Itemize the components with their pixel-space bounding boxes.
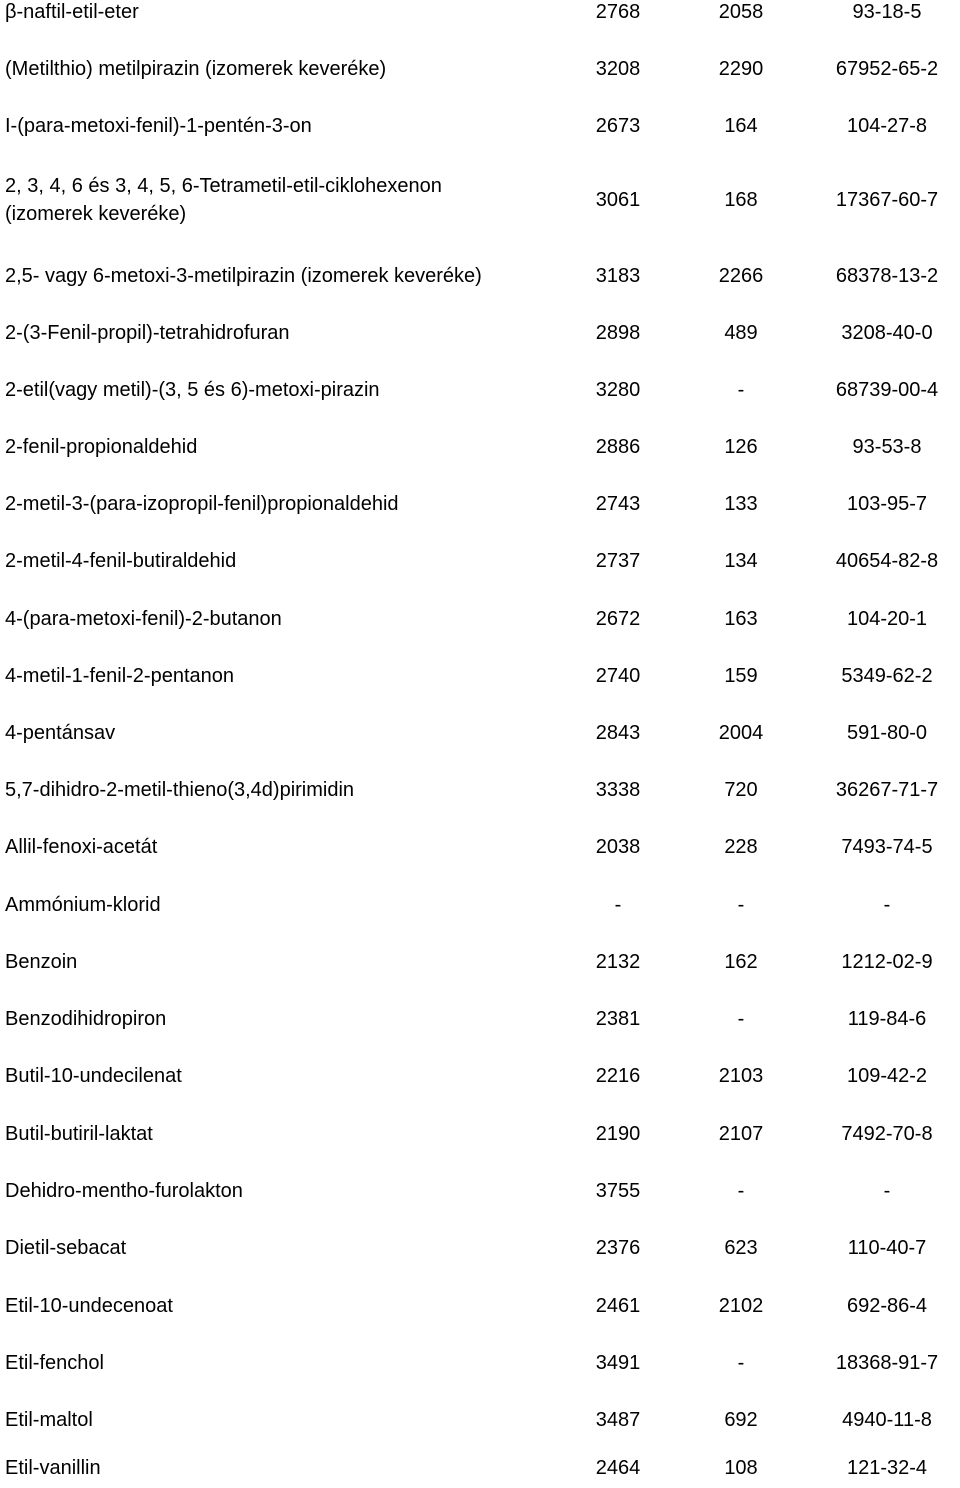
cas-number: 93-18-5 bbox=[852, 1, 922, 23]
table-row bbox=[0, 541, 960, 581]
substance-name: 2-(3-Fenil-propil)-tetrahidrofuran bbox=[5, 322, 290, 344]
substance-name: (Metilthio) metilpirazin (izomerek keveréke) bbox=[5, 58, 387, 80]
cas-number: 692-86-4 bbox=[846, 1295, 928, 1317]
table-row bbox=[0, 599, 960, 639]
substance-name: Allil-fenoxi-acetát bbox=[5, 836, 158, 858]
substance-name: Butil-butiril-laktat bbox=[5, 1123, 153, 1145]
value-2: 134 bbox=[724, 550, 758, 572]
cas-number: - bbox=[883, 1180, 891, 1202]
value-1: 2132 bbox=[595, 951, 641, 973]
value-2: 162 bbox=[724, 951, 758, 973]
value-2: 164 bbox=[724, 115, 758, 137]
value-1: 2886 bbox=[595, 436, 641, 458]
value-1: 3280 bbox=[595, 379, 641, 401]
value-1: 2376 bbox=[595, 1237, 641, 1259]
cas-number: 110-40-7 bbox=[847, 1237, 927, 1259]
value-1: 2768 bbox=[595, 1, 641, 23]
substance-name: 4-(para-metoxi-fenil)-2-butanon bbox=[5, 608, 282, 630]
cas-number: 3208-40-0 bbox=[841, 322, 933, 344]
table-row bbox=[0, 1400, 960, 1440]
cas-number: 104-20-1 bbox=[846, 608, 928, 630]
cas-number: 18368-91-7 bbox=[835, 1352, 939, 1374]
table-row bbox=[0, 313, 960, 353]
table-row bbox=[0, 999, 960, 1039]
substance-name: 2, 3, 4, 6 és 3, 4, 5, 6-Tetrametil-etil-ciklohexenon (izomerek keveréke) bbox=[5, 175, 442, 225]
table-row bbox=[0, 827, 960, 867]
table-row bbox=[0, 256, 960, 296]
value-2: 126 bbox=[724, 436, 758, 458]
value-1: 3755 bbox=[595, 1180, 641, 1202]
table-row bbox=[0, 656, 960, 696]
cas-number: 121-32-4 bbox=[846, 1457, 928, 1479]
value-1: 3338 bbox=[595, 779, 641, 801]
substance-name: Dehidro-mentho-furolakton bbox=[5, 1180, 243, 1202]
value-2: 168 bbox=[724, 189, 758, 211]
value-2: - bbox=[737, 1008, 745, 1030]
value-1: 2743 bbox=[595, 493, 641, 515]
cas-number: 7492-70-8 bbox=[841, 1123, 933, 1145]
substance-name: Etil-vanillin bbox=[5, 1457, 101, 1479]
value-2: 108 bbox=[724, 1457, 758, 1479]
substance-name: Butil-10-undecilenat bbox=[5, 1065, 182, 1087]
value-1: 2464 bbox=[595, 1457, 641, 1479]
cas-number: 109-42-2 bbox=[846, 1065, 928, 1087]
cas-number: 68378-13-2 bbox=[835, 265, 939, 287]
cas-number: 103-95-7 bbox=[846, 493, 928, 515]
substance-name: Etil-10-undecenoat bbox=[5, 1295, 173, 1317]
value-2: - bbox=[737, 894, 745, 916]
substance-name: β-naftil-etil-eter bbox=[5, 1, 139, 23]
table-row bbox=[0, 1228, 960, 1268]
value-1: 2843 bbox=[595, 722, 641, 744]
table-row bbox=[0, 1448, 960, 1488]
cas-number: 40654-82-8 bbox=[835, 550, 939, 572]
table-row bbox=[0, 49, 960, 89]
cas-number: 119-84-6 bbox=[847, 1008, 927, 1030]
substance-name: Ammónium-klorid bbox=[5, 894, 161, 916]
value-2: 692 bbox=[724, 1409, 758, 1431]
value-1: 2740 bbox=[595, 665, 641, 687]
value-1: 2461 bbox=[595, 1295, 641, 1317]
substance-name: Benzodihidropiron bbox=[5, 1008, 167, 1030]
value-2: 720 bbox=[724, 779, 758, 801]
value-1: 2381 bbox=[595, 1008, 641, 1030]
value-2: - bbox=[737, 1352, 745, 1374]
substance-name: 2-etil(vagy metil)-(3, 5 és 6)-metoxi-pirazin bbox=[5, 379, 380, 401]
substance-name: Etil-maltol bbox=[5, 1409, 93, 1431]
substance-name: 2-metil-4-fenil-butiraldehid bbox=[5, 550, 237, 572]
value-2: 2266 bbox=[718, 265, 764, 287]
value-1: 3061 bbox=[595, 189, 641, 211]
substance-name: 4-metil-1-fenil-2-pentanon bbox=[5, 665, 235, 687]
value-1: 2190 bbox=[595, 1123, 641, 1145]
value-1: 2672 bbox=[595, 608, 641, 630]
substance-name: Benzoin bbox=[5, 951, 78, 973]
table-row bbox=[0, 1114, 960, 1154]
table-row bbox=[0, 1286, 960, 1326]
value-2: 2103 bbox=[718, 1065, 764, 1087]
value-2: 2004 bbox=[718, 722, 764, 744]
cas-number: 17367-60-7 bbox=[835, 189, 939, 211]
substance-name: Dietil-sebacat bbox=[5, 1237, 127, 1259]
cas-number: 104-27-8 bbox=[846, 115, 928, 137]
value-1: 3487 bbox=[595, 1409, 641, 1431]
table-row bbox=[0, 942, 960, 982]
value-1: 2038 bbox=[595, 836, 641, 858]
table-row bbox=[0, 484, 960, 524]
cas-number: 68739-00-4 bbox=[835, 379, 939, 401]
value-2: 2102 bbox=[718, 1295, 764, 1317]
table-row bbox=[0, 1171, 960, 1211]
substance-name: Etil-fenchol bbox=[5, 1352, 104, 1374]
table-row bbox=[0, 106, 960, 146]
value-1: 3183 bbox=[595, 265, 641, 287]
value-2: 2290 bbox=[718, 58, 764, 80]
table-row bbox=[0, 164, 960, 236]
value-1: 3491 bbox=[595, 1352, 641, 1374]
substance-name: 5,7-dihidro-2-metil-thieno(3,4d)pirimidin bbox=[5, 779, 355, 801]
substance-name: 2-fenil-propionaldehid bbox=[5, 436, 198, 458]
cas-number: 5349-62-2 bbox=[841, 665, 933, 687]
value-1: 2216 bbox=[595, 1065, 641, 1087]
value-2: 163 bbox=[724, 608, 758, 630]
table-row bbox=[0, 713, 960, 753]
value-1: 2737 bbox=[595, 550, 641, 572]
cas-number: 7493-74-5 bbox=[841, 836, 933, 858]
value-1: - bbox=[614, 894, 622, 916]
value-2: 489 bbox=[724, 322, 758, 344]
substance-name: 2,5- vagy 6-metoxi-3-metilpirazin (izomerek keveréke) bbox=[5, 265, 482, 287]
value-2: - bbox=[737, 379, 745, 401]
substance-name: 2-metil-3-(para-izopropil-fenil)propionaldehid bbox=[5, 493, 399, 515]
value-2: 133 bbox=[724, 493, 758, 515]
value-2: 228 bbox=[724, 836, 758, 858]
value-2: 159 bbox=[724, 665, 758, 687]
substance-name: I-(para-metoxi-fenil)-1-pentén-3-on bbox=[5, 115, 312, 137]
cas-number: 591-80-0 bbox=[846, 722, 928, 744]
substance-name: 4-pentánsav bbox=[5, 722, 116, 744]
value-1: 3208 bbox=[595, 58, 641, 80]
table-row bbox=[0, 1343, 960, 1383]
cas-number: 93-53-8 bbox=[852, 436, 922, 458]
table-row bbox=[0, 427, 960, 467]
table-row bbox=[0, 0, 960, 32]
table-row bbox=[0, 885, 960, 925]
value-2: 623 bbox=[724, 1237, 758, 1259]
value-2: 2058 bbox=[718, 1, 764, 23]
table-row bbox=[0, 370, 960, 410]
cas-number: 1212-02-9 bbox=[841, 951, 933, 973]
cas-number: 67952-65-2 bbox=[835, 58, 939, 80]
cas-number: 36267-71-7 bbox=[835, 779, 939, 801]
cas-number: 4940-11-8 bbox=[842, 1409, 932, 1431]
table-row bbox=[0, 770, 960, 810]
table-row bbox=[0, 1056, 960, 1096]
cas-number: - bbox=[883, 894, 891, 916]
value-2: - bbox=[737, 1180, 745, 1202]
value-2: 2107 bbox=[718, 1123, 764, 1145]
value-1: 2898 bbox=[595, 322, 641, 344]
value-1: 2673 bbox=[595, 115, 641, 137]
